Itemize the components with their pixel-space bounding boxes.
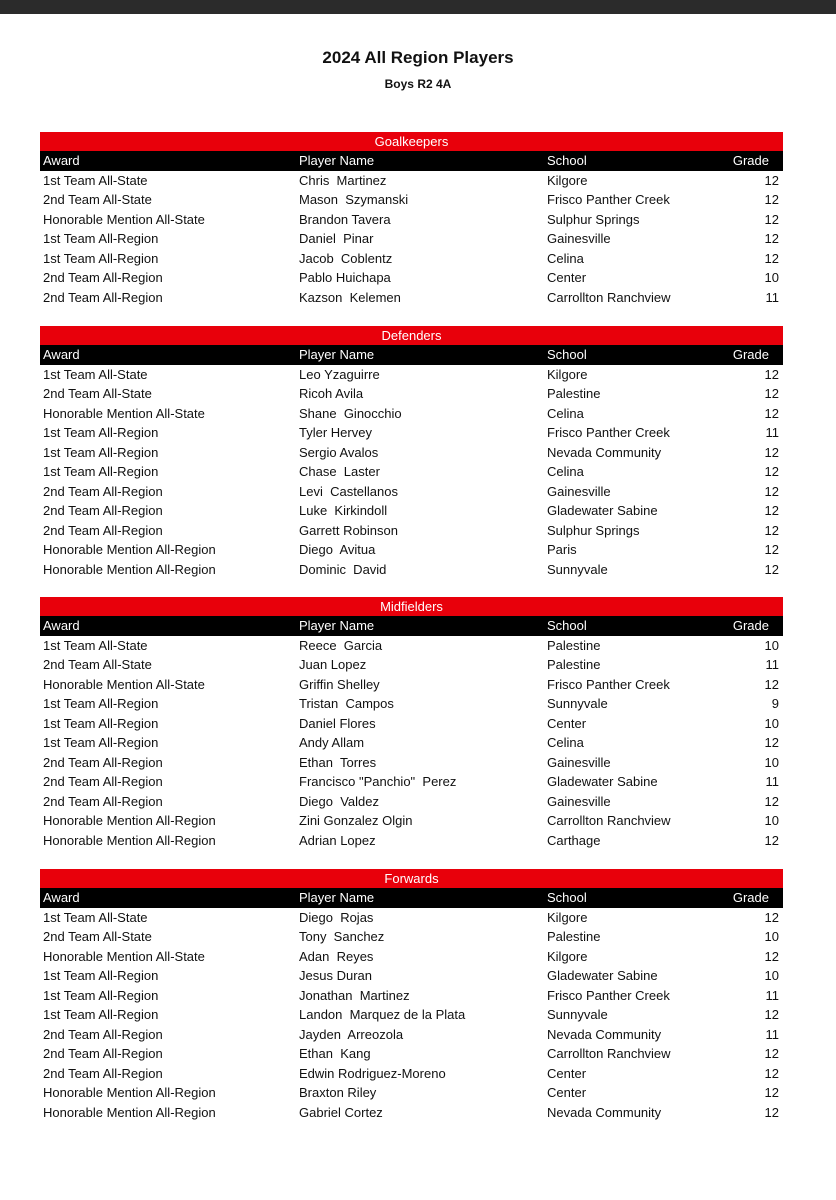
award-cell: 1st Team All-Region	[43, 231, 159, 246]
player-name-cell: Tony Sanchez	[299, 929, 385, 944]
grade-column-header: Grade	[732, 153, 769, 168]
school-cell: Center	[547, 1085, 587, 1100]
grade-cell: 12	[764, 444, 779, 460]
school-cell: Celina	[547, 405, 584, 421]
table-row	[40, 1025, 783, 1045]
school-cell: Palestine	[547, 929, 601, 944]
award-cell: 2nd Team All-Region	[43, 793, 163, 809]
school-cell: Sulphur Springs	[547, 522, 640, 538]
grade-cell: 10	[764, 270, 779, 285]
player-name-cell: Juan Lopez	[299, 657, 367, 672]
school-cell: Nevada Community	[547, 1026, 662, 1042]
player-name-cell: Leo Yzaguirre	[299, 366, 380, 382]
player-name-cell: Ethan Torres	[299, 754, 377, 770]
player-column-header: Player Name	[299, 153, 375, 168]
award-cell: 2nd Team All-Region	[43, 754, 163, 770]
award-column-header: Award	[43, 347, 80, 362]
player-name-cell: Pablo Huichapa	[299, 270, 391, 285]
award-cell: Honorable Mention All-Region	[43, 542, 216, 557]
school-cell: Celina	[547, 250, 584, 266]
award-cell: 1st Team All-State	[43, 637, 148, 653]
top-edge-bar	[0, 0, 836, 14]
school-cell: Sunnyvale	[547, 696, 608, 711]
school-cell: Gainesville	[547, 483, 611, 499]
school-cell: Carrollton Ranchview	[547, 813, 671, 828]
grade-cell: 12	[764, 561, 779, 577]
player-name-cell: Luke Kirkindoll	[299, 503, 388, 518]
school-column-header: School	[547, 890, 587, 905]
grade-cell: 12	[764, 211, 779, 227]
grade-cell: 12	[764, 172, 779, 188]
page-subtitle: Boys R2 4A	[384, 77, 452, 91]
grade-cell: 10	[764, 813, 779, 828]
award-cell: 1st Team All-State	[43, 909, 148, 925]
table-row	[40, 908, 783, 928]
player-name-cell: Adrian Lopez	[299, 832, 376, 848]
table-row	[40, 675, 783, 695]
player-name-cell: Andy Allam	[299, 735, 365, 750]
award-cell: 2nd Team All-Region	[43, 289, 163, 305]
table-row	[40, 268, 783, 288]
school-cell: Sunnyvale	[547, 1007, 608, 1022]
grade-cell: 12	[764, 1065, 779, 1081]
school-cell: Palestine	[547, 637, 601, 653]
award-cell: 1st Team All-Region	[43, 1007, 159, 1022]
award-cell: 2nd Team All-Region	[43, 270, 163, 285]
school-cell: Frisco Panther Creek	[547, 987, 670, 1003]
column-header-row	[40, 888, 783, 908]
school-column-header: School	[547, 347, 587, 362]
table-row	[40, 210, 783, 230]
grade-cell: 12	[764, 909, 779, 925]
table-row	[40, 1064, 783, 1084]
table-row	[40, 733, 783, 753]
grade-cell: 12	[764, 522, 779, 538]
table-row	[40, 423, 783, 443]
player-name-cell: Ethan Kang	[299, 1046, 371, 1061]
player-name-cell: Gabriel Cortez	[299, 1104, 383, 1120]
player-name-cell: Levi Castellanos	[299, 483, 398, 499]
table-row	[40, 560, 783, 580]
grade-cell: 12	[764, 1046, 779, 1061]
school-cell: Center	[547, 1065, 587, 1081]
school-cell: Carrollton Ranchview	[547, 1046, 671, 1061]
section-header: Defenders	[40, 326, 783, 345]
grade-cell: 12	[764, 793, 779, 809]
award-cell: 1st Team All-Region	[43, 735, 159, 750]
player-name-cell: Diego Avitua	[299, 542, 376, 557]
grade-cell: 11	[765, 987, 779, 1003]
award-cell: 2nd Team All-Region	[43, 1046, 163, 1061]
grade-cell: 12	[764, 366, 779, 382]
school-column-header: School	[547, 618, 587, 633]
award-cell: Honorable Mention All-Region	[43, 1085, 216, 1100]
award-cell: 1st Team All-Region	[43, 987, 159, 1003]
award-column-header: Award	[43, 153, 80, 168]
award-cell: Honorable Mention All-Region	[43, 832, 216, 848]
player-name-cell: Daniel Pinar	[299, 231, 374, 246]
section-goalkeepers	[40, 132, 783, 307]
award-cell: Honorable Mention All-Region	[43, 561, 216, 577]
player-name-cell: Edwin Rodriguez-Moreno	[299, 1065, 446, 1081]
player-name-cell: Kazson Kelemen	[299, 289, 401, 305]
table-row	[40, 482, 783, 502]
school-cell: Sunnyvale	[547, 561, 608, 577]
grade-cell: 12	[764, 503, 779, 518]
school-cell: Kilgore	[547, 172, 588, 188]
grade-cell: 10	[764, 754, 779, 770]
school-cell: Palestine	[547, 386, 601, 401]
table-row	[40, 966, 783, 986]
award-cell: 2nd Team All-State	[43, 929, 152, 944]
table-row	[40, 249, 783, 269]
player-name-cell: Daniel Flores	[299, 715, 376, 731]
table-row	[40, 1005, 783, 1025]
award-cell: 1st Team All-State	[43, 366, 148, 382]
award-cell: 2nd Team All-Region	[43, 774, 163, 789]
table-row	[40, 190, 783, 210]
section-forwards	[40, 869, 783, 1122]
table-row	[40, 831, 783, 851]
table-row	[40, 443, 783, 463]
award-cell: 1st Team All-Region	[43, 968, 159, 983]
column-header-row	[40, 151, 783, 171]
award-cell: Honorable Mention All-State	[43, 405, 205, 421]
player-name-cell: Landon Marquez de la Plata	[299, 1007, 466, 1022]
table-row	[40, 655, 783, 675]
grade-cell: 12	[764, 192, 779, 207]
award-cell: 1st Team All-Region	[43, 696, 159, 711]
grade-cell: 12	[764, 483, 779, 499]
award-cell: 1st Team All-State	[43, 172, 148, 188]
player-name-cell: Francisco "Panchio" Perez	[299, 774, 457, 789]
player-name-cell: Chris Martinez	[299, 172, 387, 188]
player-name-cell: Dominic David	[299, 561, 387, 577]
school-cell: Carthage	[547, 832, 601, 848]
player-name-cell: Jacob Coblentz	[299, 250, 393, 266]
award-cell: Honorable Mention All-State	[43, 948, 205, 964]
player-column-header: Player Name	[299, 347, 375, 362]
column-header-row	[40, 345, 783, 365]
table-row	[40, 501, 783, 521]
school-column-header: School	[547, 153, 587, 168]
page-title: 2024 All Region Players	[322, 48, 514, 67]
grade-cell: 12	[764, 231, 779, 246]
player-name-cell: Diego Rojas	[299, 909, 374, 925]
grade-cell: 9	[771, 696, 779, 711]
school-cell: Gainesville	[547, 754, 611, 770]
school-cell: Center	[547, 270, 587, 285]
player-name-cell: Zini Gonzalez Olgin	[299, 813, 413, 828]
award-column-header: Award	[43, 890, 80, 905]
player-name-cell: Adan Reyes	[299, 948, 374, 964]
grade-cell: 10	[764, 968, 779, 983]
table-row	[40, 694, 783, 714]
school-cell: Gladewater Sabine	[547, 503, 658, 518]
table-row	[40, 540, 783, 560]
table-row	[40, 927, 783, 947]
section-header: Goalkeepers	[40, 132, 783, 151]
grade-cell: 12	[764, 832, 779, 848]
school-cell: Paris	[547, 542, 577, 557]
player-name-cell: Diego Valdez	[299, 793, 379, 809]
grade-cell: 12	[764, 676, 779, 692]
school-cell: Nevada Community	[547, 444, 662, 460]
grade-cell: 12	[764, 1085, 779, 1100]
school-cell: Nevada Community	[547, 1104, 662, 1120]
table-row	[40, 986, 783, 1006]
school-cell: Gainesville	[547, 793, 611, 809]
player-name-cell: Jayden Arreozola	[299, 1026, 404, 1042]
table-row	[40, 772, 783, 792]
grade-cell: 12	[764, 1007, 779, 1022]
grade-cell: 12	[764, 405, 779, 421]
grade-cell: 12	[764, 735, 779, 750]
award-cell: 2nd Team All-State	[43, 386, 152, 401]
table-row	[40, 404, 783, 424]
award-cell: Honorable Mention All-State	[43, 676, 205, 692]
table-row	[40, 1083, 783, 1103]
grade-cell: 12	[764, 1104, 779, 1120]
table-row	[40, 753, 783, 773]
award-cell: 2nd Team All-State	[43, 657, 152, 672]
award-cell: 1st Team All-Region	[43, 250, 159, 266]
table-row	[40, 171, 783, 191]
table-row	[40, 365, 783, 385]
table-row	[40, 1103, 783, 1123]
grade-cell: 11	[765, 425, 779, 440]
award-cell: 2nd Team All-Region	[43, 1065, 163, 1081]
grade-cell: 12	[764, 542, 779, 557]
column-header-row	[40, 616, 783, 636]
grade-cell: 12	[764, 464, 779, 479]
player-name-cell: Brandon Tavera	[299, 211, 391, 227]
table-row	[40, 229, 783, 249]
player-column-header: Player Name	[299, 618, 375, 633]
award-cell: 1st Team All-Region	[43, 425, 159, 440]
table-row	[40, 811, 783, 831]
player-name-cell: Chase Laster	[299, 464, 380, 479]
grade-column-header: Grade	[732, 890, 769, 905]
grade-cell: 11	[765, 289, 779, 305]
table-row	[40, 792, 783, 812]
award-cell: Honorable Mention All-Region	[43, 813, 216, 828]
table-row	[40, 636, 783, 656]
school-cell: Center	[547, 715, 587, 731]
player-column-header: Player Name	[299, 890, 375, 905]
school-cell: Kilgore	[547, 909, 588, 925]
player-name-cell: Reece Garcia	[299, 637, 383, 653]
table-row	[40, 714, 783, 734]
school-cell: Gainesville	[547, 231, 611, 246]
section-header: Forwards	[40, 869, 783, 888]
section-header: Midfielders	[40, 597, 783, 616]
grade-cell: 10	[764, 715, 779, 731]
grade-column-header: Grade	[732, 347, 769, 362]
award-cell: 2nd Team All-Region	[43, 1026, 163, 1042]
award-cell: 1st Team All-Region	[43, 715, 159, 731]
grade-cell: 11	[765, 1026, 779, 1042]
school-cell: Frisco Panther Creek	[547, 192, 670, 207]
player-name-cell: Shane Ginocchio	[299, 405, 402, 421]
player-name-cell: Mason Szymanski	[299, 192, 409, 207]
table-row	[40, 521, 783, 541]
school-cell: Frisco Panther Creek	[547, 676, 670, 692]
school-cell: Gladewater Sabine	[547, 774, 658, 789]
school-cell: Celina	[547, 735, 584, 750]
award-cell: 2nd Team All-Region	[43, 522, 163, 538]
player-name-cell: Jonathan Martinez	[299, 987, 410, 1003]
player-name-cell: Jesus Duran	[299, 968, 372, 983]
award-cell: 2nd Team All-Region	[43, 503, 163, 518]
player-name-cell: Tyler Hervey	[299, 425, 372, 440]
award-cell: 2nd Team All-Region	[43, 483, 163, 499]
player-name-cell: Braxton Riley	[299, 1085, 377, 1100]
section-midfielders	[40, 597, 783, 850]
table-row	[40, 384, 783, 404]
table-row	[40, 462, 783, 482]
player-name-cell: Tristan Campos	[299, 696, 394, 711]
grade-cell: 10	[764, 929, 779, 944]
school-cell: Kilgore	[547, 366, 588, 382]
grade-cell: 11	[765, 774, 779, 789]
school-cell: Kilgore	[547, 948, 588, 964]
school-cell: Palestine	[547, 657, 601, 672]
grade-cell: 12	[764, 250, 779, 266]
player-name-cell: Ricoh Avila	[299, 386, 364, 401]
section-defenders	[40, 326, 783, 579]
school-cell: Celina	[547, 464, 584, 479]
award-cell: 1st Team All-Region	[43, 464, 159, 479]
player-name-cell: Garrett Robinson	[299, 522, 398, 538]
school-cell: Gladewater Sabine	[547, 968, 658, 983]
award-column-header: Award	[43, 618, 80, 633]
grade-cell: 11	[765, 657, 779, 672]
table-row	[40, 947, 783, 967]
player-name-cell: Griffin Shelley	[299, 676, 380, 692]
award-cell: Honorable Mention All-Region	[43, 1104, 216, 1120]
grade-cell: 10	[764, 637, 779, 653]
school-cell: Carrollton Ranchview	[547, 289, 671, 305]
school-cell: Frisco Panther Creek	[547, 425, 670, 440]
award-cell: 2nd Team All-State	[43, 192, 152, 207]
table-row	[40, 1044, 783, 1064]
award-cell: Honorable Mention All-State	[43, 211, 205, 227]
award-cell: 1st Team All-Region	[43, 444, 159, 460]
grade-cell: 12	[764, 386, 779, 401]
grade-cell: 12	[764, 948, 779, 964]
school-cell: Sulphur Springs	[547, 211, 640, 227]
player-name-cell: Sergio Avalos	[299, 444, 379, 460]
grade-column-header: Grade	[732, 618, 769, 633]
table-row	[40, 288, 783, 308]
